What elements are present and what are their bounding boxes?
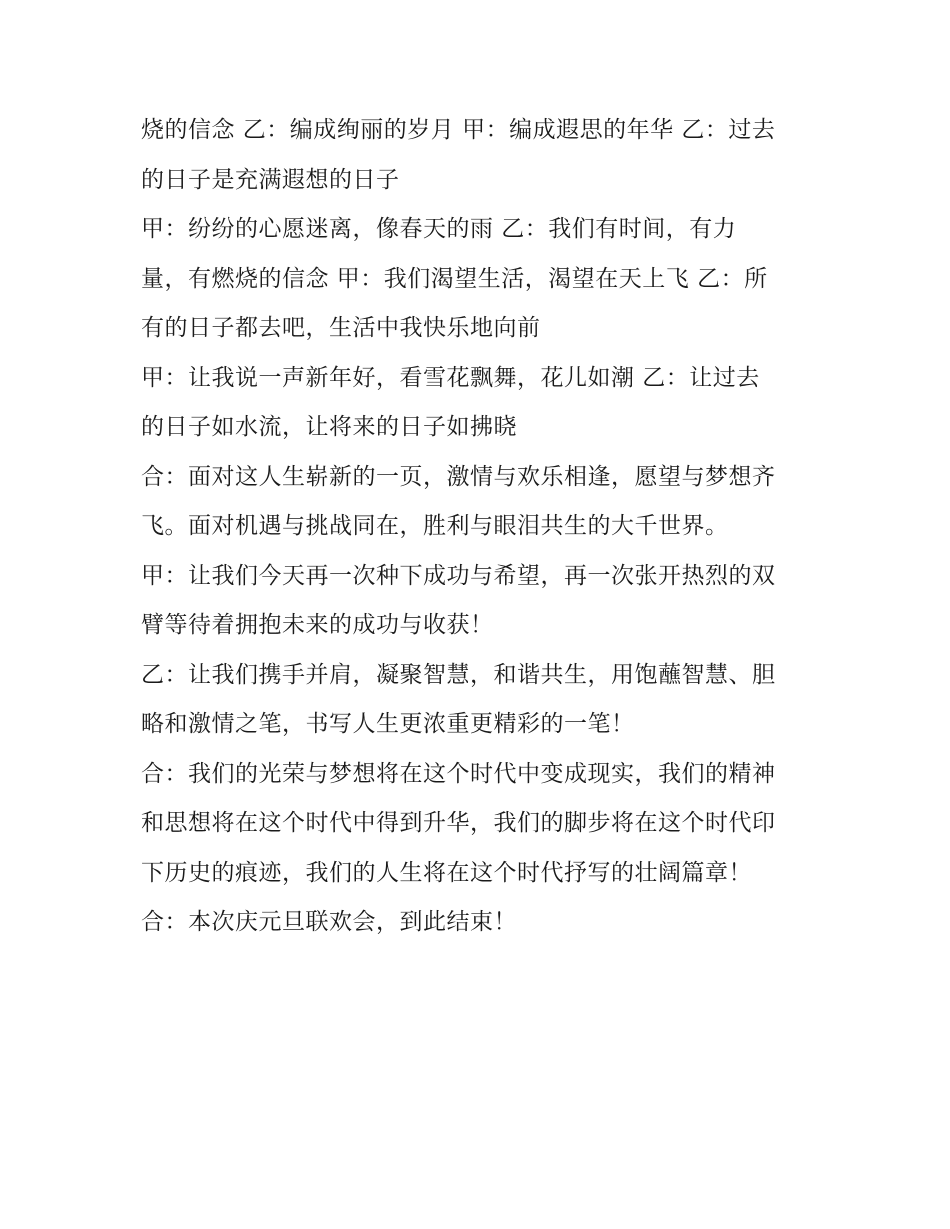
- text-line: 的日子如水流，让将来的日子如拂晓: [141, 414, 517, 440]
- text-line: 乙：让我们携手并肩，凝聚智慧，和谐共生，用饱蘸智慧、胆: [141, 661, 776, 688]
- paragraph: [141, 898, 821, 948]
- text-line: 下历史的痕迹，我们的人生将在这个时代抒写的壮阔篇章！: [141, 859, 752, 886]
- paragraph: [141, 205, 821, 354]
- paragraph: [141, 552, 821, 651]
- text-line: 合：本次庆元旦联欢会，到此结束！: [141, 909, 517, 935]
- text-line: 和思想将在这个时代中得到升华，我们的脚步将在这个时代印: [141, 810, 776, 836]
- text-line: 烧的信念 乙：编成绚丽的岁月 甲：编成遐思的年华 乙：过去: [141, 117, 776, 143]
- paragraph: [141, 453, 821, 552]
- text-line: 的日子是充满遐想的日子: [141, 166, 400, 193]
- text-line: 略和激情之笔，书写人生更浓重更精彩的一笔！: [141, 711, 635, 737]
- text-line: 甲：让我们今天再一次种下成功与希望，再一次张开热烈的双: [141, 562, 776, 589]
- text-line: 臂等待着拥抱未来的成功与收获！: [141, 612, 494, 638]
- text-line: 有的日子都去吧，生活中我快乐地向前: [141, 315, 541, 341]
- text-line: 飞。面对机遇与挑战同在，胜利与眼泪共生的大千世界。: [141, 513, 729, 539]
- document-body: [141, 106, 821, 948]
- text-line: 甲：让我说一声新年好，看雪花飘舞，花儿如潮 乙：让过去: [141, 364, 760, 391]
- paragraph: [141, 750, 821, 899]
- text-line: 合：面对这人生崭新的一页，激情与欢乐相逢，愿望与梦想齐: [141, 463, 776, 490]
- text-line: 甲：纷纷的心愿迷离，像春天的雨 乙：我们有时间，有力: [141, 216, 737, 242]
- text-line: 量，有燃烧的信念 甲：我们渴望生活，渴望在天上飞 乙：所: [141, 265, 768, 292]
- text-line: 合：我们的光荣与梦想将在这个时代中变成现实，我们的精神: [141, 760, 776, 787]
- paragraph: [141, 106, 821, 205]
- paragraph: [141, 651, 821, 750]
- paragraph: [141, 354, 821, 453]
